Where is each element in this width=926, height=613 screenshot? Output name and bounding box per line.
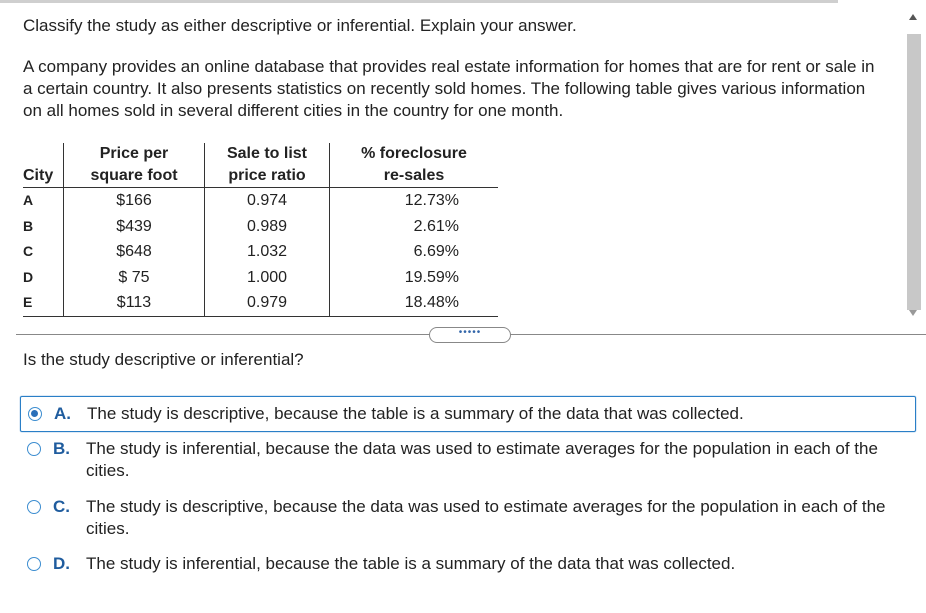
header-fore-line1: % foreclosure [361, 145, 467, 162]
option-letter: A. [54, 404, 71, 423]
header-foreclosure [330, 143, 499, 188]
option-text: The study is descriptive, because the table is a summary of the data that was collected. [87, 404, 744, 423]
cell-foreclosure [330, 265, 499, 291]
option-letter: B. [53, 439, 70, 458]
cell-ratio: 0.974 [246, 192, 288, 210]
cell-price: $648 [64, 239, 205, 265]
cell-price: $113 [64, 290, 205, 316]
table-row [23, 214, 498, 240]
cell-price: $166 [64, 188, 205, 214]
question-intro: A company provides an online database that provides real estate information for homes that are for rent or sale in a certain country. It also presents statistics on recently sold homes. The following table gives various information on all homes sold in several different cities in the country for one month. [23, 57, 875, 120]
cell-foreclosure [330, 214, 499, 240]
header-fore-line2: re-sales [383, 167, 445, 184]
header-city: City [23, 143, 64, 188]
answer-option-d[interactable] [20, 553, 914, 577]
homes-data-table [23, 143, 498, 317]
table-row [23, 265, 498, 291]
cell-foreclosure [330, 188, 499, 214]
header-ratio-line1: Sale to list [226, 145, 308, 162]
answer-option-a[interactable] [20, 396, 916, 432]
option-text: The study is descriptive, because the data was used to estimate averages for the population in each of the cities. [86, 497, 886, 538]
scroll-up-arrow-icon[interactable] [909, 14, 917, 20]
answer-option-c[interactable] [20, 496, 914, 542]
answer-option-b[interactable] [20, 438, 914, 484]
cell-city: C [23, 243, 34, 260]
cell-foreclosure [330, 290, 499, 316]
sub-question: Is the study descriptive or inferential? [23, 350, 304, 369]
foreclosure-value: 12.73% [404, 192, 459, 210]
cell-ratio: 0.979 [205, 290, 330, 316]
table-header-row [23, 143, 498, 188]
radio-unselected-icon[interactable] [27, 557, 41, 571]
cell-foreclosure [330, 239, 499, 265]
cell-city: B [23, 217, 34, 234]
table-row [23, 188, 498, 214]
option-letter: C. [53, 497, 70, 516]
option-text: The study is inferential, because the table is a summary of the data that was collected. [86, 554, 736, 573]
header-price [64, 143, 205, 188]
cell-ratio: 1.032 [246, 243, 288, 261]
foreclosure-value: 19.59% [404, 268, 459, 286]
radio-unselected-icon[interactable] [27, 500, 41, 514]
expand-handle-button[interactable]: ••••• [429, 327, 511, 343]
radio-unselected-icon[interactable] [27, 442, 41, 456]
cell-price: $439 [64, 214, 205, 240]
scroll-down-arrow-icon[interactable] [909, 310, 917, 316]
radio-selected-icon[interactable] [28, 407, 42, 421]
cell-ratio: 0.989 [246, 217, 288, 235]
foreclosure-value: 6.69% [413, 243, 459, 261]
option-letter: D. [53, 554, 70, 573]
table-row [23, 290, 498, 316]
cell-city: E [23, 290, 64, 316]
table-row [23, 239, 498, 265]
header-price-line2: square foot [90, 167, 178, 184]
foreclosure-value: 2.61% [413, 217, 459, 235]
question-prompt: Classify the study as either descriptive or inferential. Explain your answer. [23, 16, 577, 35]
foreclosure-value: 18.48% [404, 294, 459, 312]
header-price-line1: Price per [99, 145, 169, 162]
cell-price: $ 75 [64, 265, 205, 291]
cell-city: A [23, 192, 34, 209]
cell-ratio: 1.000 [246, 268, 288, 286]
header-ratio [205, 143, 330, 188]
question-scrollbar[interactable] [904, 6, 924, 326]
header-ratio-line2: price ratio [228, 167, 306, 184]
option-text: The study is inferential, because the data was used to estimate averages for the population in each of the cities. [86, 439, 878, 480]
cell-city: D [23, 268, 34, 285]
scroll-thumb[interactable] [907, 34, 921, 310]
